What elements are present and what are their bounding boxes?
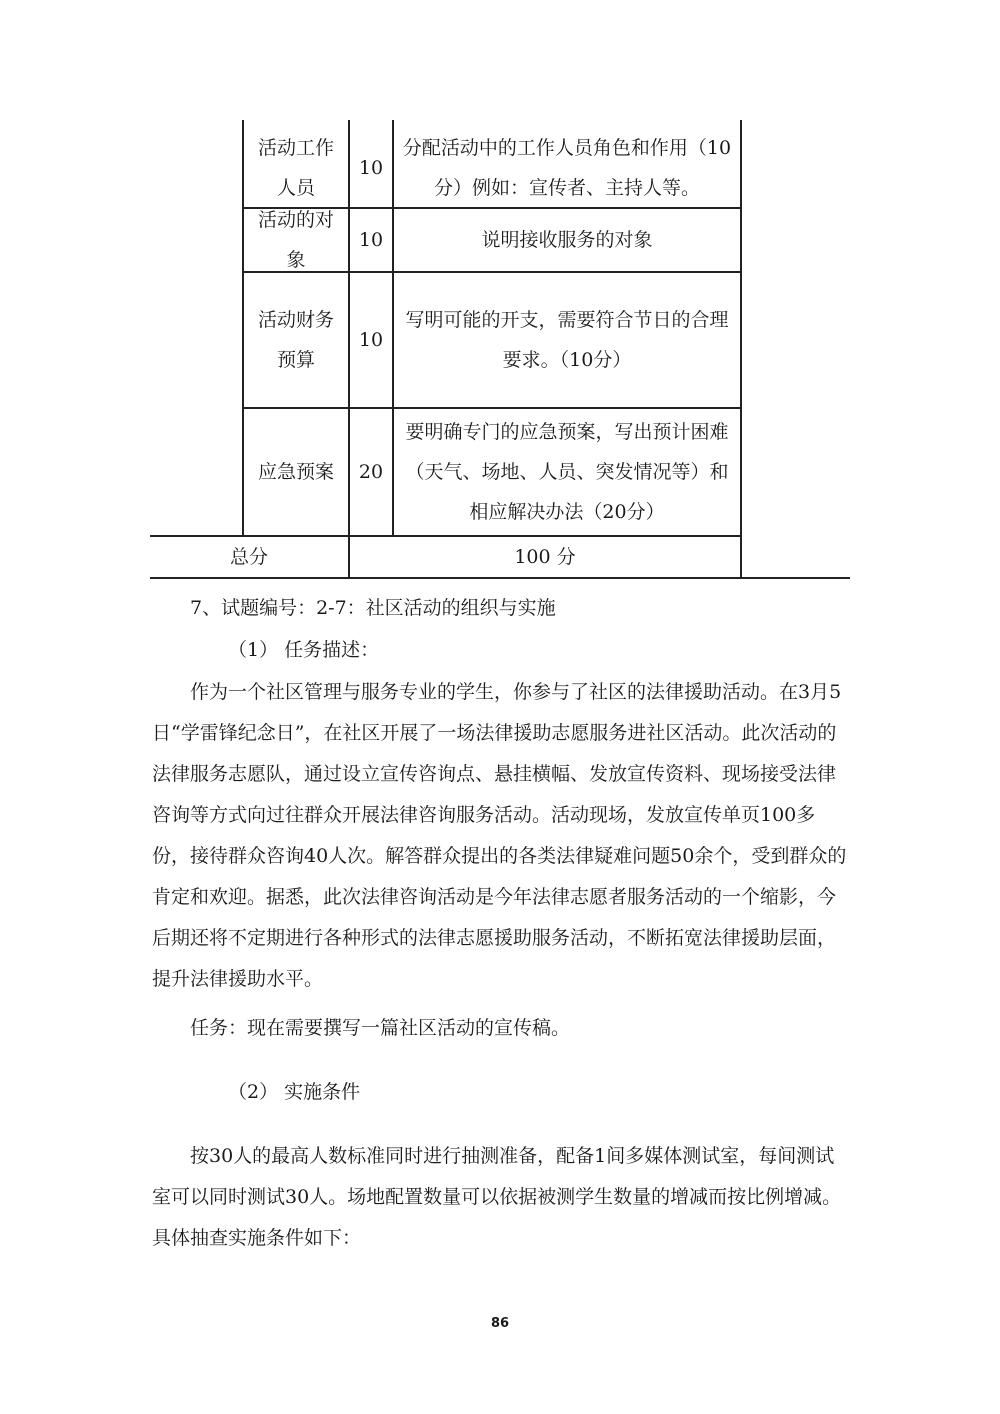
- table-cell-score: 20: [358, 460, 384, 483]
- table-cell-item: 活动财务预算: [257, 308, 334, 371]
- task-description-heading: （1） 任务描述：: [228, 639, 380, 661]
- table-cell-desc: 要明确专门的应急预案，写出预计困难（天气、场地、人员、突发情况等）和相应解决办法（20分）: [405, 420, 729, 523]
- table-cell-desc: 分配活动中的工作人员角色和作用（10分）例如：宣传者、主持人等。: [402, 136, 732, 199]
- task-statement: 任务：现在需要撰写一篇社区活动的宣传稿。: [190, 1017, 571, 1039]
- table-total-label: 总分: [229, 546, 268, 568]
- table-cell-item: 活动工作人员: [257, 136, 334, 199]
- table-cell-score: 10: [358, 156, 384, 179]
- table-rule: [150, 577, 850, 579]
- table-cell-score: 10: [358, 328, 384, 351]
- section-heading: 7、试题编号：2-7：社区活动的组织与实施: [190, 597, 556, 619]
- table-cell-score: 10: [358, 228, 384, 251]
- conditions-body: 按30人的最高人数标准同时进行抽测准备，配备1间多媒体测试室，每间测试室可以同时测试30人。场地配置数量可以依据被测学生数量的增减而按比例增减。具体抽查实施条件如下：: [152, 1145, 842, 1249]
- task-description-body: 作为一个社区管理与服务专业的学生，你参与了社区的法律援助活动。在3月5日“学雷锋纪念日”，在社区开展了一场法律援助志愿服务进社区活动。此次活动的法律服务志愿队，通过设立宣传咨询点、悬挂横幅、发放宣传资料、现场接受法律咨询等方式向过往群众开展法律咨询服务活动。活动现场，发放宣传单页100多份，接待群众咨询40人次。解答群众提出的各类法律疑难问题50余个，受到群众的肯定和欢迎。据悉，此次法律咨询活动是今年法律志愿者服务活动的一个缩影，今后期还将不定期进行各种形式的法律志愿援助服务活动，不断拓宽法律援助层面，提升法律援助水平。: [152, 681, 847, 990]
- page-number: 86: [490, 1316, 510, 1331]
- table-cell-item: 活动的对象: [257, 208, 334, 271]
- conditions-heading: （2） 实施条件: [228, 1081, 361, 1103]
- table-cell-desc: 写明可能的开支，需要符合节日的合理要求。（10分）: [405, 308, 729, 371]
- table-rule: [740, 120, 742, 578]
- table-total-value: 100 分: [514, 546, 576, 568]
- table-cell-desc: 说明接收服务的对象: [481, 228, 653, 251]
- table-cell-item: 应急预案: [257, 460, 334, 483]
